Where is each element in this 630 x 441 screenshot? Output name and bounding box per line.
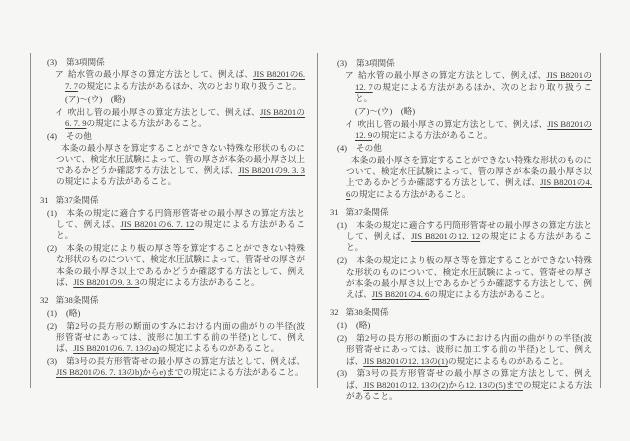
item-label: 32 <box>40 295 49 306</box>
text-segment: 第38条関係 <box>55 295 99 306</box>
text-block <box>330 220 592 254</box>
item-label: (2) <box>47 242 58 253</box>
right-column <box>318 53 601 402</box>
text-block <box>330 143 592 154</box>
item-label: (1) <box>337 320 348 331</box>
text-segment: の規定による方法があること。 <box>346 379 592 402</box>
left-column <box>30 53 318 388</box>
text-segment: の規定による方法があること。 <box>86 117 207 128</box>
text-segment: (ア)～(ウ) (略) <box>65 93 126 104</box>
text-segment: の規定による方法があること。 <box>183 367 304 378</box>
jis-reference: JIS B8201の6. 7. 13のb)からe)まで <box>56 367 184 378</box>
text-segment: 第2号の長方形の断面のすみにおける内面の曲がりの半径(波形管寄せにあっては、波形に加工する前の半径)として、例えば、 <box>56 320 305 354</box>
item-label: (4) <box>47 130 58 141</box>
text-segment: その他 <box>356 143 382 154</box>
jis-reference: JIS B8201の12. 12 <box>411 231 481 242</box>
jis-reference: JIS B8201の12. 13の(2)から12. 13の(5)まで <box>363 379 523 390</box>
text-block <box>40 243 305 288</box>
section-heading <box>330 307 592 318</box>
text-segment: 吹出し管の最小厚さの算定方法として、例えば、 <box>67 106 261 117</box>
jis-reference: JIS B8201の9. 3. 3 <box>73 276 140 287</box>
text-segment: 給水管の最小厚さの算定方法として、例えば、 <box>358 70 547 81</box>
text-block <box>40 208 305 242</box>
text-block <box>330 119 592 142</box>
jis-reference: JIS B8201の6. 7. 13のa) <box>73 343 159 354</box>
section-heading <box>40 295 305 306</box>
item-label: (3) <box>47 356 58 367</box>
text-segment: 給水管の最小厚さの算定方法として、例えば、 <box>67 69 254 80</box>
text-segment: 本条の規定に適合する円筒形管寄せの最小厚さの算定方法として、例えば、 <box>56 207 305 229</box>
text-segment: 本条の規定により板の厚さ等を算定することができない特殊な形状のものについて、検定水圧試験によって、管寄せの厚さが本条の最小厚さ以上であるかどうか確認する方法として、例えば、 <box>346 255 592 300</box>
item-label: (1) <box>47 307 58 318</box>
jis-reference: JIS B8201の6. 7. 7 <box>65 69 305 91</box>
item-label: (4) <box>337 143 348 154</box>
text-block <box>40 69 305 92</box>
text-segment: の規定によるものがあること。 <box>447 355 569 366</box>
text-block <box>40 321 305 355</box>
jis-reference: JIS B8201の6. 7. 12 <box>120 218 195 229</box>
text-segment: 第37条関係 <box>55 194 99 205</box>
item-label: (2) <box>47 320 58 331</box>
text-block <box>330 155 592 200</box>
text-segment: の規定によるものがあること。 <box>158 343 280 354</box>
text-segment: の規定による方法があること。 <box>346 231 592 253</box>
item-label: (3) <box>337 368 348 379</box>
text-segment: 本条の最小厚さを算定することができない特殊な形状のものについて、検定水圧試験によって、管の厚さが本条の最小厚さ以上であるかどうか確認する方法として、例えば、 <box>56 142 305 176</box>
section-heading <box>330 207 592 218</box>
item-label: 32 <box>330 307 339 318</box>
item-label: (3) <box>337 57 348 68</box>
item-label: ア <box>55 69 64 80</box>
text-block <box>330 255 592 300</box>
text-block <box>40 143 305 188</box>
text-block <box>330 58 592 69</box>
text-segment: の規定による方法があること。 <box>372 130 493 141</box>
item-label: 31 <box>40 194 49 205</box>
item-label: (2) <box>337 255 348 266</box>
text-segment: 第38条関係 <box>345 307 389 318</box>
text-segment: 本条の最小厚さを算定することができない特殊な形状のものについて、検定水圧試験によって、管の厚さが本条の最小厚さ以上であるかどうか確認する方法として、例えば、 <box>346 154 592 188</box>
item-label: (1) <box>337 219 348 230</box>
text-block <box>330 106 592 117</box>
section-heading <box>40 195 305 206</box>
jis-reference: JIS B8201の9. 3. 3 <box>238 165 305 176</box>
item-label: 31 <box>330 207 339 218</box>
text-block <box>40 356 305 379</box>
text-segment: (ア)～(ウ) (略) <box>355 106 416 117</box>
jis-reference: JIS B8201の4. 6 <box>371 289 430 300</box>
text-segment: の規定による方法があること。 <box>429 289 550 300</box>
text-segment: の規定による方法があること。 <box>139 276 260 287</box>
text-segment: 吹出し管の最小厚さの算定方法として、例えば、 <box>357 118 548 129</box>
jis-reference: JIS B8201の12. 7 <box>355 70 592 92</box>
text-block <box>40 131 305 142</box>
jis-reference: JIS B8201の12. 13の(1) <box>363 355 448 366</box>
text-segment: の規定による方法があること。 <box>350 188 471 199</box>
text-segment: 第3号の長方形管寄せの最小厚さの算定方法として、例えば、 <box>66 356 305 367</box>
text-block <box>330 70 592 104</box>
text-block <box>40 107 305 130</box>
text-segment: の規定による方法があること。 <box>56 176 177 187</box>
text-block <box>40 94 305 105</box>
jis-reference: JIS B8201の12. 9 <box>355 118 592 141</box>
text-segment: 第3号の長方形管寄せの最小厚さの算定方法として、例えば、 <box>346 368 592 390</box>
item-label: (1) <box>47 207 58 218</box>
item-label: (2) <box>337 333 348 344</box>
text-segment: の規定による方法があるほか、次のとおり取り扱うこと。 <box>355 81 592 103</box>
text-block <box>330 368 592 402</box>
text-segment: その他 <box>66 130 92 141</box>
item-label: イ <box>55 106 64 117</box>
text-segment: 第2号の長方形の断面のすみにおける内面の曲がりの半径(波形管寄せにあっては、波形に加工する前の半径)として、例えば、 <box>346 333 592 366</box>
jis-reference: JIS B8201の4. 6 <box>346 177 592 199</box>
text-segment: の規定による方法があること。 <box>56 218 305 241</box>
text-block <box>330 320 592 331</box>
jis-reference: JIS B8201の6. 7. 9 <box>65 106 305 128</box>
text-segment: 本条の規定に適合する円筒形管寄せの最小厚さの算定方法として、例えば、 <box>346 219 592 242</box>
text-segment: (略) <box>356 320 371 331</box>
text-segment: (略) <box>66 307 81 318</box>
text-block <box>40 57 305 68</box>
text-segment: 第37条関係 <box>345 207 389 218</box>
text-segment: 本条の規定により板の厚さ等を算定することができない特殊な形状のものについて、検定水圧試験によって、管寄せの厚さが本条の最小厚さ以上であるかどうか確認する方法として、例えば、 <box>56 242 305 287</box>
text-block <box>40 308 305 319</box>
item-label: ア <box>345 70 354 81</box>
text-segment: 第3項関係 <box>356 57 395 68</box>
item-label: イ <box>345 118 354 129</box>
text-segment: の規定による方法があるほか、次のとおり取り扱うこと。 <box>77 80 302 91</box>
item-label: (3) <box>47 56 58 67</box>
text-block <box>330 333 592 367</box>
text-segment: 第3項関係 <box>66 56 105 67</box>
